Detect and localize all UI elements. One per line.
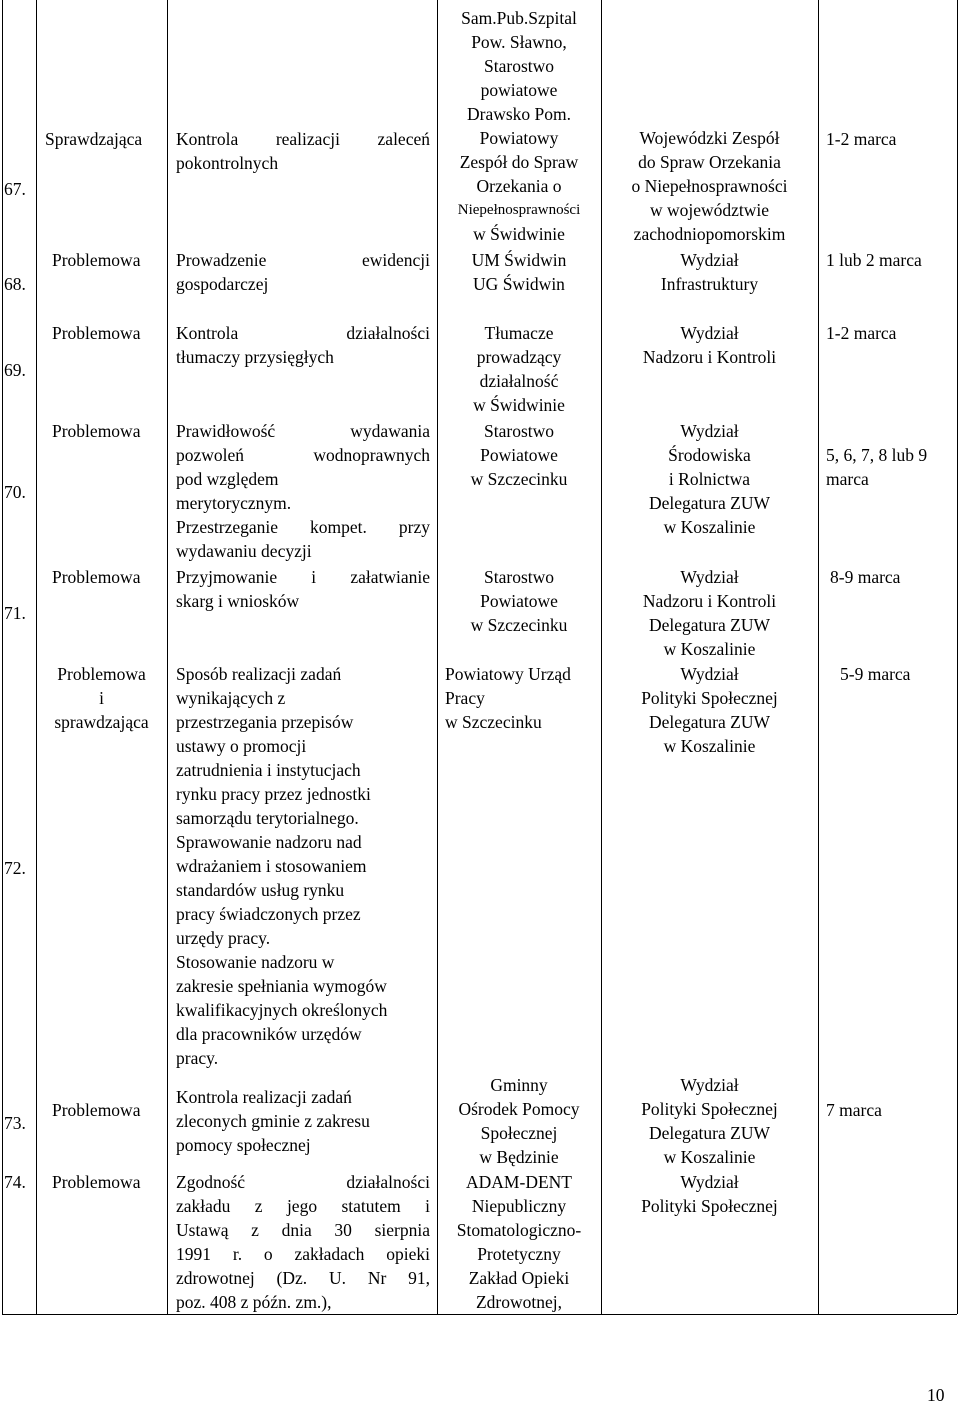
row-number: 69. [4, 360, 26, 380]
row-number: 67. [4, 179, 26, 199]
audited-entity: Starostwo Powiatowe w Szczecinku [470, 567, 568, 635]
row-number: 73. [4, 1113, 26, 1133]
control-unit: Wydział Infrastruktury [660, 250, 759, 294]
audited-entity-previous: Sam.Pub.Szpital Pow. Sławno, Starostwo powiatowe Drawsko Pom. [461, 8, 577, 124]
control-type: Problemowa [52, 1100, 141, 1120]
control-topic: Kontrola realizacji zaleceń pokontrolnych [176, 129, 430, 173]
control-date: 1-2 marca [826, 129, 897, 149]
row-number: 74. [4, 1172, 26, 1192]
control-date: 1 lub 2 marca [826, 250, 922, 270]
audited-entity: Gminny Ośrodek Pomocy Społecznej w Będzinie [458, 1075, 580, 1167]
grid-line [2, 0, 3, 1314]
grid-line [36, 0, 37, 1314]
control-type: Problemowa [52, 1172, 141, 1192]
control-type: Problemowa [52, 567, 141, 587]
row-number: 72. [4, 858, 26, 878]
grid-line [2, 1314, 957, 1315]
control-unit: Wydział Nadzoru i Kontroli [642, 323, 777, 367]
grid-line [957, 0, 958, 1314]
control-unit: Wojewódzki Zespół do Spraw Orzekania o Niepełnosprawności w województwie zachodniopomorskim [631, 128, 788, 244]
control-type: Problemowa [52, 250, 141, 270]
control-unit: Wydział Polityki Społecznej [641, 1172, 778, 1216]
control-topic: Prowadzenie ewidencji gospodarczej [176, 250, 430, 294]
control-topic: Kontrola realizacji zadań zleconych gminie z zakresu pomocy społecznej [176, 1087, 370, 1155]
control-date: 5-9 marca [840, 664, 911, 684]
page-number: 10 [927, 1385, 945, 1405]
audited-entity: Starostwo Powiatowe w Szczecinku [470, 421, 568, 489]
control-date: 7 marca [826, 1100, 882, 1120]
control-type: Problemowa [52, 421, 141, 441]
audited-entity: Tłumacze prowadzący działalność w Świdwinie [473, 323, 565, 415]
control-type: Sprawdzająca [45, 129, 143, 149]
control-type: Problemowa [52, 323, 141, 343]
control-unit: Wydział Polityki Społecznej Delegatura ZUW w Koszalinie [641, 1075, 778, 1167]
row-number: 71. [4, 603, 26, 623]
control-topic: Kontrola działalności tłumaczy przysięgłych [176, 323, 430, 367]
control-topic: Prawidłowość wydawania pozwoleń wodnoprawnych pod względem merytorycznym. Przestrzeganie kompet. przy wydawaniu decyzji [176, 421, 430, 561]
control-unit: Wydział Polityki Społecznej Delegatura ZUW w Koszalinie [641, 664, 778, 756]
control-date: 5, 6, 7, 8 lub 9 marca [826, 445, 928, 489]
audited-entity: ADAM-DENT Niepubliczny Stomatologiczno- Protetyczny Zakład Opieki Zdrowotnej, [456, 1172, 582, 1312]
control-date: 8-9 marca [830, 567, 901, 587]
grid-line [167, 0, 168, 1314]
control-topic: Przyjmowanie i załatwianie skarg i wniosków [176, 567, 430, 611]
audited-entity: Powiatowy Zespół do Spraw Orzekania o Niepełnosprawności w Świdwinie [457, 128, 581, 244]
control-unit: Wydział Środowiska i Rolnictwa Delegatura ZUW w Koszalinie [649, 421, 770, 537]
row-number: 68. [4, 274, 26, 294]
control-date: 1-2 marca [826, 323, 897, 343]
grid-line [818, 0, 819, 1314]
control-topic: Zgodność działalności zakładu z jego statutem i Ustawą z dnia 30 sierpnia 1991 r. o zakładach opieki zdrowotnej (Dz. U. Nr 91, poz. 408 z późn. zm.), [176, 1172, 430, 1312]
control-topic: Sposób realizacji zadań wynikających z przestrzegania przepisów ustawy o promocji zatrudnienia i instytucjach rynku pracy przez jednostki samorządu terytorialnego. Sprawowanie nadzoru nad wdrażaniem i stosowaniem standardów usług rynku pracy świadczonych przez urzędy pracy. Stosowanie nadzoru w zakresie spełniania wymogów kwalifikacyjnych określonych dla pracowników urzędów pracy. [176, 664, 388, 1068]
control-unit: Wydział Nadzoru i Kontroli Delegatura ZUW w Koszalinie [642, 567, 777, 659]
audited-entity: UM Świdwin UG Świdwin [471, 250, 567, 294]
control-type: Problemowa i sprawdzająca [54, 664, 149, 732]
audited-entity: Powiatowy Urząd Pracy w Szczecinku [445, 664, 571, 732]
row-number: 70. [4, 482, 26, 502]
